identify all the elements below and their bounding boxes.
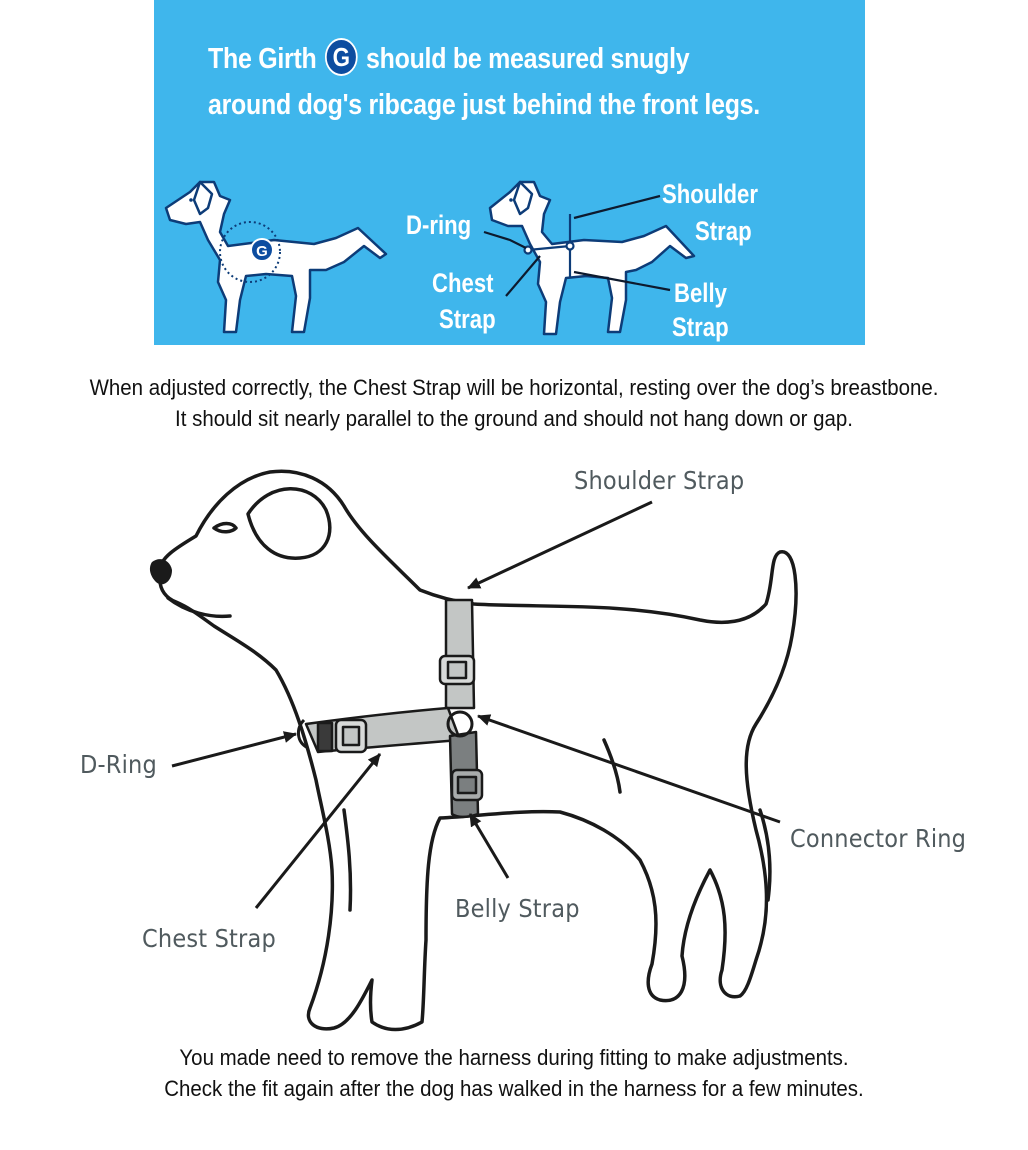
fit-note-bottom-line1: You made need to remove the harness during fitting to make adjustments.: [179, 1045, 849, 1070]
banner-label-chest: Chest: [432, 268, 494, 298]
label-shoulder-strap: Shoulder Strap: [574, 466, 745, 495]
fit-note-bottom-line2: Check the fit again after the dog has walked in the harness for a few minutes.: [164, 1076, 864, 1101]
fit-note-top-line2: It should sit nearly parallel to the ground and should not hang down or gap.: [175, 406, 853, 431]
girth-instruction-text: [208, 36, 760, 128]
banner-label-belly-strap: Strap: [672, 312, 729, 342]
girth-instruction-banner: [154, 0, 865, 345]
girth-text-prefix: The Girth: [208, 43, 317, 75]
banner-label-shoulder-strap: Strap: [695, 216, 752, 246]
harness-fit-diagram: [0, 440, 1028, 1045]
label-d-ring: D-Ring: [80, 750, 157, 779]
shoulder-strap-arrow: [468, 502, 652, 588]
girth-dog-figure: [166, 182, 386, 332]
belly-strap-arrow: [470, 814, 508, 878]
fit-note-bottom: [0, 1042, 1028, 1104]
girth-text-line2: around dog's ribcage just behind the front legs.: [208, 89, 760, 121]
girth-g-badge: G: [325, 38, 358, 76]
girth-g-marker: G: [256, 243, 268, 260]
d-ring-arrow: [172, 734, 296, 766]
fit-note-top-line1: When adjusted correctly, the Chest Strap will be horizontal, resting over the dog’s breastbone.: [89, 375, 939, 400]
fit-note-top: [0, 372, 1028, 434]
label-chest-strap: Chest Strap: [142, 924, 276, 953]
banner-label-belly: Belly: [674, 278, 727, 308]
label-connector-ring: Connector Ring: [790, 824, 967, 853]
banner-label-chest-strap: Strap: [439, 304, 496, 334]
banner-label-d-ring: D-ring: [406, 210, 472, 240]
girth-text-suffix: should be measured snugly: [365, 43, 690, 75]
banner-label-shoulder: Shoulder: [662, 179, 758, 209]
label-belly-strap: Belly Strap: [455, 894, 580, 923]
